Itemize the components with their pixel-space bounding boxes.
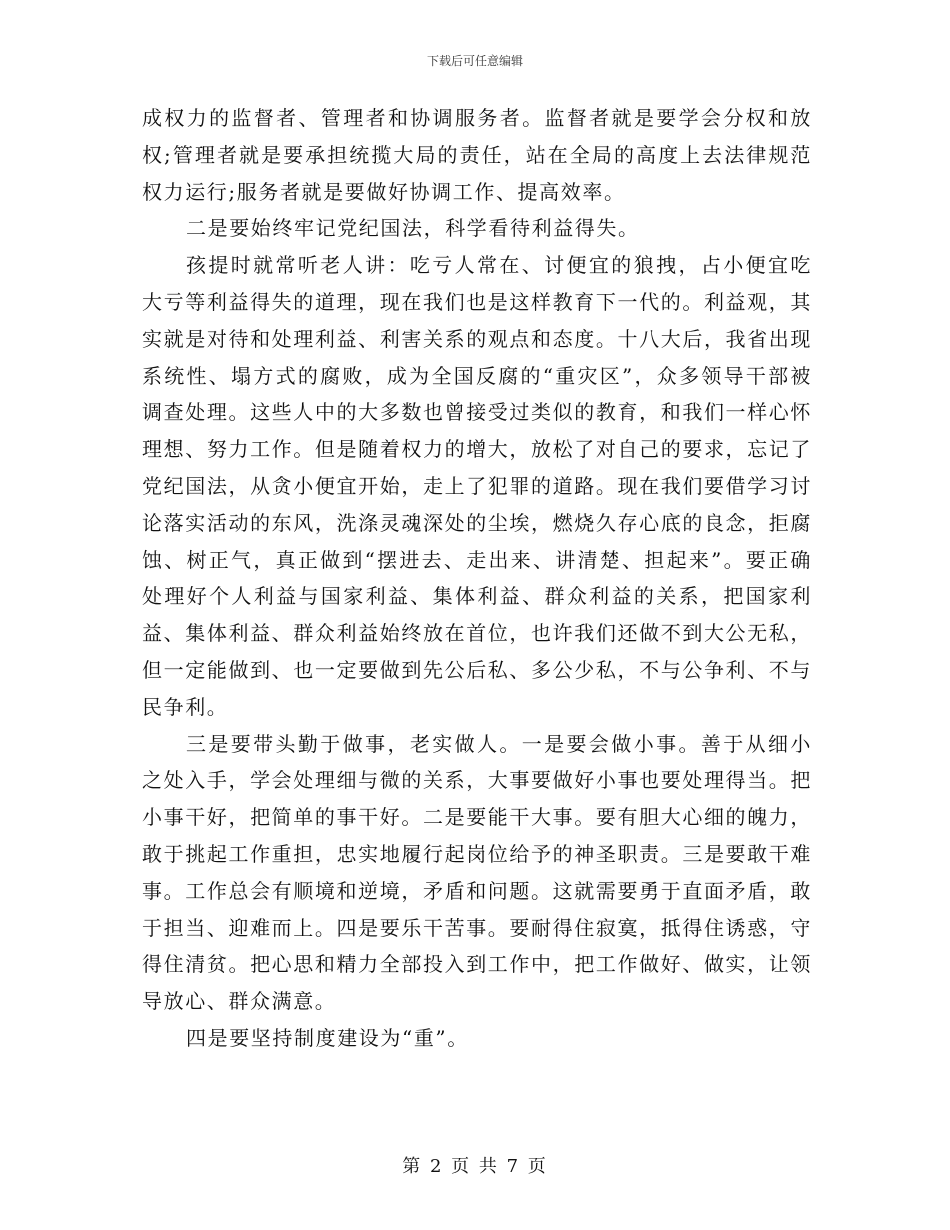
- paragraph-3: 孩提时就常听老人讲：吃亏人常在、讨便宜的狼拽，占小便宜吃大亏等利益得失的道理，现在我们也是这样教育下一代的。利益观，其实就是对待和处理利益、利害关系的观点和态度。十八大后，我省出现系统性、塌方式的腐败，成为全国反腐的“重灾区”，众多领导干部被调查处理。这些人中的大多数也曾接受过类似的教育，和我们一样心怀理想、努力工作。但是随着权力的增大，放松了对自己的要求，忘记了党纪国法，从贪小便宜开始，走上了犯罪的道路。现在我们要借学习讨论落实活动的东风，洗涤灵魂深处的尘埃，燃烧久存心底的良念，拒腐蚀、树正气，真正做到“摆进去、走出来、讲清楚、担起来”。要正确处理好个人利益与国家利益、集体利益、群众利益的关系，把国家利益、集体利益、群众利益始终放在首位，也许我们还做不到大公无私，但一定能做到、也一定要做到先公后私、多公少私，不与公争利、不与民争利。: [142, 253, 812, 719]
- paragraph-1: 成权力的监督者、管理者和协调服务者。监督者就是要学会分权和放权;管理者就是要承担统揽大局的责任，站在全局的高度上去法律规范权力运行;服务者就是要做好协调工作、提高效率。: [142, 106, 812, 204]
- paragraph-4: 三是要带头勤于做事，老实做人。一是要会做小事。善于从细小之处入手，学会处理细与微的关系，大事要做好小事也要处理得当。把小事干好，把简单的事干好。二是要能干大事。要有胆大心细的魄力，敢于挑起工作重担，忠实地履行起岗位给予的神圣职责。三是要敢干难事。工作总会有顺境和逆境，矛盾和问题。这就需要勇于直面矛盾，敢于担当、迎难而上。四是要乐干苦事。要耐得住寂寞，抵得住诱惑，守得住清贫。把心思和精力全部投入到工作中，把工作做好、做实，让领导放心、群众满意。: [142, 731, 812, 1014]
- page-header-note: 下载后可任意编辑: [426, 54, 523, 68]
- paragraph-5: 四是要坚持制度建设为“重”。: [186, 1025, 469, 1050]
- paragraph-2: 二是要始终牢记党纪国法，科学看待利益得失。: [186, 216, 640, 241]
- page-number: 第 2 页 共 7 页: [402, 1156, 548, 1177]
- document-body: [142, 100, 812, 1057]
